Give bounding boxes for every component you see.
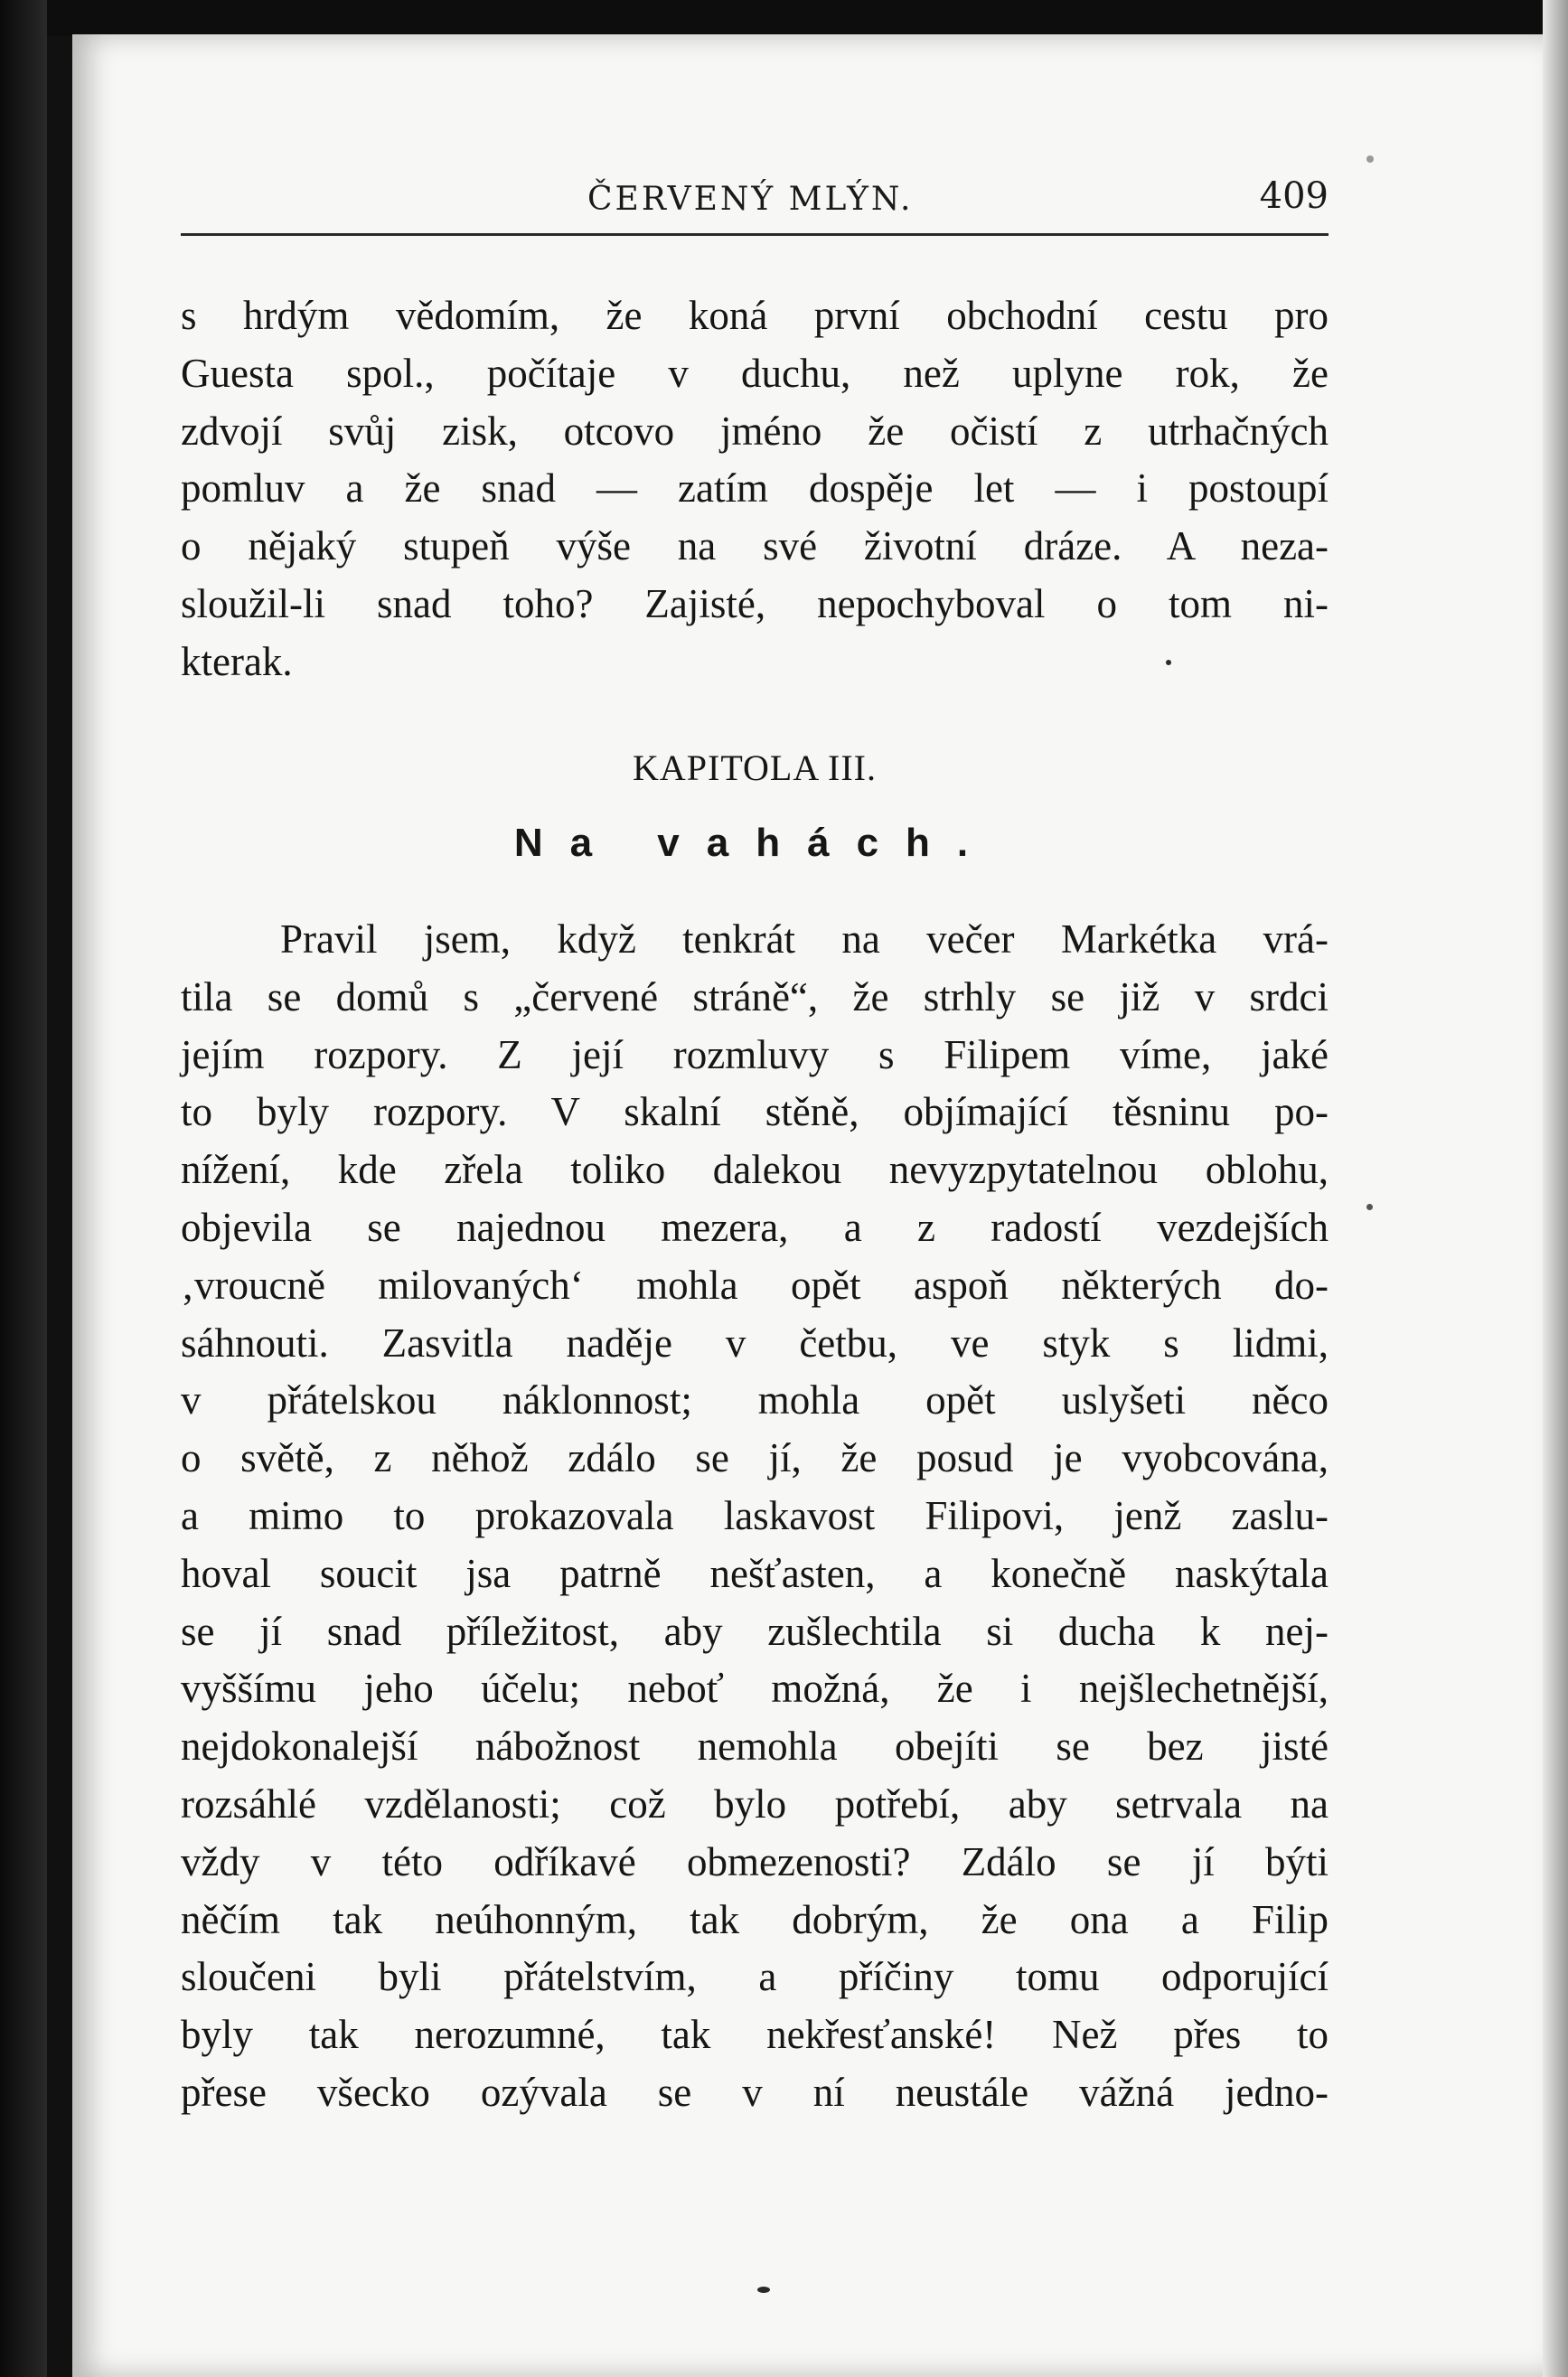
text-line: přese všecko ozývala se v ní neustále vážná jedno- xyxy=(181,2069,1329,2115)
text-line: Guesta spol., počítaje v duchu, než uplyne rok, že xyxy=(181,350,1329,396)
ink-speck xyxy=(1366,155,1374,163)
text-line: něčím tak neúhonným, tak dobrým, že ona a Filip xyxy=(181,1896,1329,1942)
text-line: byly tak nerozumné, tak nekřesťanské! Než přes to xyxy=(181,2012,1329,2058)
ink-speck xyxy=(757,2287,770,2293)
text-line: se jí snad příležitost, aby zušlechtila si ducha k nej- xyxy=(181,1608,1329,1654)
scan-top-edge xyxy=(0,0,1568,36)
text-line: hoval soucit jsa patrně nešťasten, a konečně naskýtala xyxy=(181,1550,1329,1596)
text-line: vyššímu jeho účelu; neboť možná, že i nejšlechetnější, xyxy=(181,1666,1329,1712)
running-title: ČERVENÝ MLÝN. xyxy=(587,181,914,218)
ink-speck xyxy=(1166,660,1171,665)
text-line: objevila se najednou mezera, a z radostí vezdejších xyxy=(181,1204,1329,1250)
text-line: pomluv a že snad — zatím dospěje let — i postoupí xyxy=(181,465,1329,512)
text-line: nejdokonalejší nábožnost nemohla obejíti se bez jisté xyxy=(181,1724,1329,1770)
paragraph-1 xyxy=(181,287,1329,691)
paragraph-2 xyxy=(181,911,1329,2122)
chapter-title: Na vahách. xyxy=(513,821,996,865)
text-line: Pravil jsem, když tenkrát na večer Markétka vrá- xyxy=(280,916,1329,962)
text-line: kterak. xyxy=(181,638,293,684)
text-line: vždy v této odříkavé obmezenosti? Zdálo se jí býti xyxy=(181,1838,1329,1884)
book-binding-edge xyxy=(0,0,47,2377)
text-line: jejím rozpory. Z její rozmluvy s Filipem víme, jaké xyxy=(181,1031,1329,1077)
text-line: tila se domů s „červené stráně“, že strhly se již v srdci xyxy=(181,973,1329,1019)
text-line: o světě, z něhož zdálo se jí, že posud je vyobcována, xyxy=(181,1435,1329,1481)
text-line: rozsáhlé vzdělanosti; což bylo potřebí, aby setrvala na xyxy=(181,1780,1329,1827)
text-line: s hrdým vědomím, že koná první obchodní cestu pro xyxy=(181,293,1329,338)
text-line: ‚vroucně milovaných‘ mohla opět aspoň některých do- xyxy=(181,1262,1329,1308)
text-line: nížení, kde zřela toliko dalekou nevyzpytatelnou oblohu, xyxy=(181,1147,1329,1193)
text-line: a mimo to prokazovala laskavost Filipovi, jenž zaslu- xyxy=(181,1492,1329,1538)
ink-speck xyxy=(1366,1204,1373,1210)
running-head xyxy=(181,170,1329,236)
text-line: sáhnouti. Zasvitla naděje v četbu, ve styk s lidmi, xyxy=(181,1320,1329,1366)
text-line: sloužil-li snad toho? Zajisté, nepochyboval o tom ni- xyxy=(181,580,1329,626)
text-line: sloučeni byli přátelstvím, a příčiny tomu odporující xyxy=(181,1954,1329,2000)
text-line: o nějaký stupeň výše na své životní dráze. A neza- xyxy=(181,523,1329,569)
page-fore-edge xyxy=(1543,0,1568,2377)
page-number: 409 xyxy=(1259,175,1329,217)
chapter-label: KAPITOLA III. xyxy=(632,747,877,788)
text-line: zdvojí svůj zisk, otcovo jméno že očistí z utrhačných xyxy=(181,408,1329,454)
text-line: v přátelskou náklonnost; mohla opět uslyšeti něco xyxy=(181,1377,1329,1423)
text-line: to byly rozpory. V skalní stěně, objímající těsninu po- xyxy=(181,1089,1329,1135)
